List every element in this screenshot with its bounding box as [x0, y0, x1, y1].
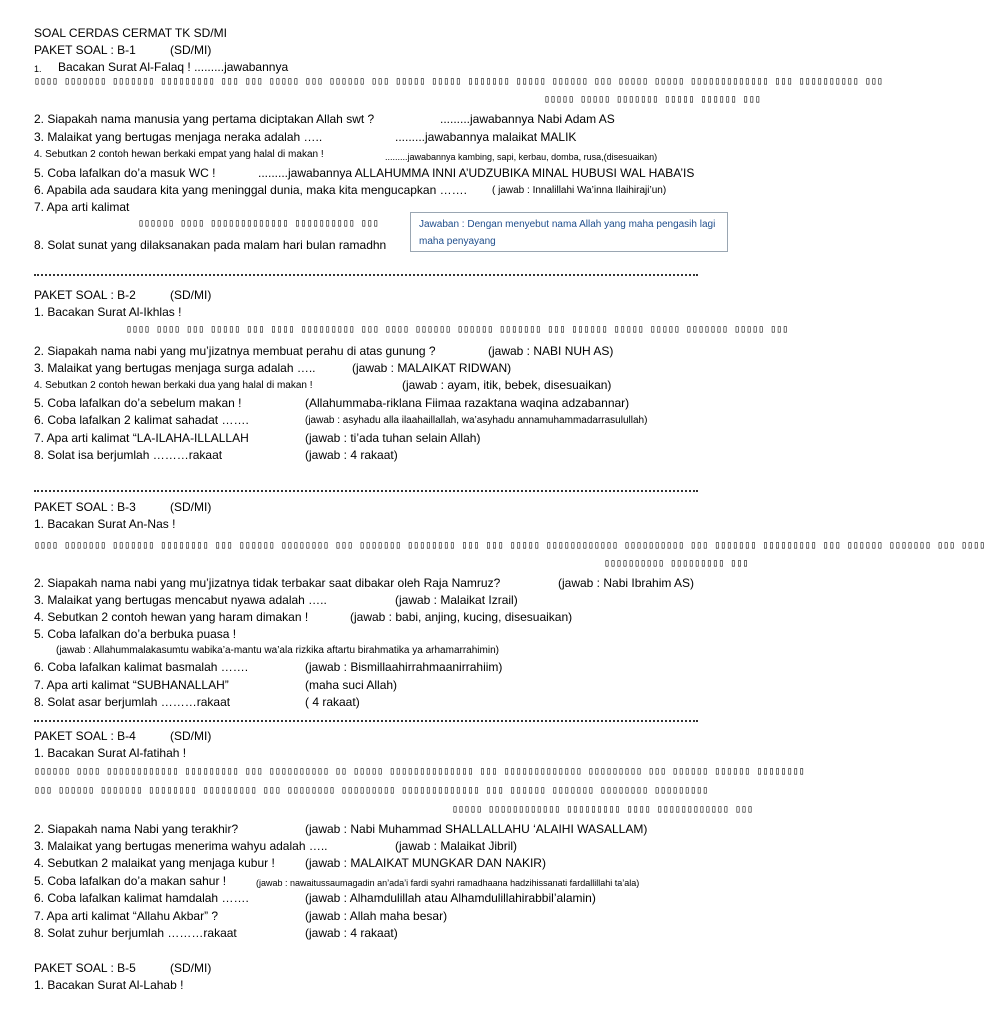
paket-b3-heading: PAKET SOAL : B-3 — [34, 500, 136, 514]
b1-q5: 5. Coba lafalkan do’a masuk WC ! — [34, 166, 216, 180]
b2-q4-answer: (jawab : ayam, itik, bebek, disesuaikan) — [402, 378, 612, 392]
b4-q1: 1. Bacakan Surat Al-fatihah ! — [34, 746, 187, 760]
b1-q4-answer: .........jawabannya kambing, sapi, kerbau, domba, rusa,(disesuaikan) — [385, 152, 658, 162]
b3-q6: 6. Coba lafalkan kalimat basmalah ……. — [34, 660, 249, 674]
b1-q6: 6. Apabila ada saudara kita yang meninggal dunia, maka kita mengucapkan ……. — [34, 183, 467, 197]
b1-q1-number: 1. — [34, 64, 42, 74]
b1-q5-answer: .........jawabannya ALLAHUMMA INNI A’UDZUBIKA MINAL HUBUSI WAL HABA’IS — [258, 166, 695, 180]
b2-q8-answer: (jawab : 4 rakaat) — [305, 448, 398, 462]
b2-q2-answer: (jawab : NABI NUH AS) — [488, 344, 614, 358]
b4-q6: 6. Coba lafalkan kalimat hamdalah ……. — [34, 891, 249, 905]
arabic-text-glyphs: ▯▯▯▯▯▯ ▯▯▯▯ ▯▯▯▯▯▯▯▯▯▯▯▯ ▯▯▯▯▯▯▯▯▯ ▯▯▯ ▯▯▯▯▯▯▯▯▯▯ ▯▯ ▯▯▯▯▯ ▯▯▯▯▯▯▯▯▯▯▯▯▯▯ ▯▯▯ ▯▯▯▯▯▯▯▯▯▯▯▯▯ ▯▯▯▯▯▯▯▯▯ ▯▯▯ ▯▯▯▯▯▯ ▯▯▯▯▯▯ ▯▯▯▯▯▯▯▯ — [34, 766, 805, 777]
paket-b1-level: (SD/MI) — [170, 43, 212, 57]
b3-q3-answer: (jawab : Malaikat Izrail) — [395, 593, 518, 607]
paket-b5-heading: PAKET SOAL : B-5 — [34, 961, 136, 975]
b2-q6-answer: (jawab : asyhadu alla ilaahaillallah, wa’asyhadu annamuhammadarrasulullah) — [305, 415, 648, 426]
b4-q5: 5. Coba lafalkan do’a makan sahur ! — [34, 874, 227, 888]
b3-q2: 2. Siapakah nama nabi yang mu’jizatnya tidak terbakar saat dibakar oleh Raja Namruz? — [34, 576, 501, 590]
paket-b5-level: (SD/MI) — [170, 961, 212, 975]
b3-q8-answer: ( 4 rakaat) — [305, 695, 360, 709]
b2-q1: 1. Bacakan Surat Al-Ikhlas ! — [34, 305, 182, 319]
b4-q4: 4. Sebutkan 2 malaikat yang menjaga kubur ! — [34, 856, 275, 870]
b3-q4-answer: (jawab : babi, anjing, kucing, disesuaikan) — [350, 610, 573, 624]
paket-b4-level: (SD/MI) — [170, 729, 212, 743]
arabic-text-glyphs: ▯▯▯▯▯ ▯▯▯▯▯▯▯▯▯▯▯▯ ▯▯▯▯▯▯▯▯▯ ▯▯▯▯ ▯▯▯▯▯▯▯▯▯▯▯▯ ▯▯▯ — [452, 804, 754, 815]
arabic-text-glyphs: ▯▯▯▯ ▯▯▯▯▯▯▯ ▯▯▯▯▯▯▯ ▯▯▯▯▯▯▯▯ ▯▯▯ ▯▯▯▯▯▯ ▯▯▯▯▯▯▯▯ ▯▯▯ ▯▯▯▯▯▯▯ ▯▯▯▯▯▯▯▯ ▯▯▯ ▯▯▯ ▯▯▯▯▯ ▯▯▯▯▯▯▯▯▯▯▯▯ ▯▯▯▯▯▯▯▯▯▯ ▯▯▯ ▯▯▯▯▯▯▯ ▯▯▯▯▯▯▯▯▯ ▯▯▯ ▯▯▯▯▯▯ ▯▯▯▯▯▯▯ ▯▯▯ ▯▯▯▯ — [34, 540, 985, 551]
b1-q4: 4. Sebutkan 2 contoh hewan berkaki empat yang halal di makan ! — [34, 149, 324, 160]
b4-q7-answer: (jawab : Allah maha besar) — [305, 909, 448, 923]
section-divider — [34, 714, 698, 722]
arabic-text-glyphs: ▯▯▯ ▯▯▯▯▯▯ ▯▯▯▯▯▯▯ ▯▯▯▯▯▯▯▯ ▯▯▯▯▯▯▯▯▯ ▯▯▯ ▯▯▯▯▯▯▯▯ ▯▯▯▯▯▯▯▯▯ ▯▯▯▯▯▯▯▯▯▯▯▯▯ ▯▯▯ ▯▯▯▯▯▯ ▯▯▯▯▯▯▯ ▯▯▯▯▯▯▯▯ ▯▯▯▯▯▯▯▯▯ — [34, 785, 709, 796]
b1-q3: 3. Malaikat yang bertugas menjaga neraka adalah ….. — [34, 130, 323, 144]
paket-b4-heading: PAKET SOAL : B-4 — [34, 729, 136, 743]
paket-b1-heading: PAKET SOAL : B-1 — [34, 43, 136, 57]
b5-q1: 1. Bacakan Surat Al-Lahab ! — [34, 978, 184, 992]
b3-q8: 8. Solat asar berjumlah ………rakaat — [34, 695, 231, 709]
b3-q5: 5. Coba lafalkan do’a berbuka puasa ! — [34, 627, 237, 641]
document-title: SOAL CERDAS CERMAT TK SD/MI — [34, 26, 227, 40]
paket-b3-level: (SD/MI) — [170, 500, 212, 514]
b1-q3-answer: .........jawabannya malaikat MALIK — [395, 130, 577, 144]
b4-q2: 2. Siapakah nama Nabi yang terakhir? — [34, 822, 239, 836]
b3-q7: 7. Apa arti kalimat “SUBHANALLAH” — [34, 678, 229, 692]
b4-q3: 3. Malaikat yang bertugas menerima wahyu adalah ….. — [34, 839, 328, 853]
b3-q5-answer: (jawab : Allahummalakasumtu wabika’a-mantu wa’ala rizkika aftartu birahmatika ya arhamarrahimin) — [56, 645, 499, 656]
arabic-text-glyphs: ▯▯▯▯▯▯▯▯▯▯ ▯▯▯▯▯▯▯▯▯ ▯▯▯ — [604, 558, 749, 569]
answer-note-box: Jawaban : Dengan menyebut nama Allah yang maha pengasih lagi maha penyayang — [410, 212, 728, 252]
b3-q6-answer: (jawab : Bismillaahirrahmaanirrahiim) — [305, 660, 503, 674]
b4-q6-answer: (jawab : Alhamdulillah atau Alhamdulillahirabbil’alamin) — [305, 891, 596, 905]
b4-q4-answer: (jawab : MALAIKAT MUNGKAR DAN NAKIR) — [305, 856, 546, 870]
b4-q2-answer: (jawab : Nabi Muhammad SHALLALLAHU ‘ALAIHI WASALLAM) — [305, 822, 648, 836]
paket-b2-heading: PAKET SOAL : B-2 — [34, 288, 136, 302]
b2-q8: 8. Solat isa berjumlah ………rakaat — [34, 448, 223, 462]
b2-q5: 5. Coba lafalkan do’a sebelum makan ! — [34, 396, 242, 410]
b1-q7: 7. Apa arti kalimat — [34, 200, 130, 214]
b1-q1: Bacakan Surat Al-Falaq ! .........jawabannya — [58, 60, 289, 74]
b2-q3: 3. Malaikat yang bertugas menjaga surga adalah ….. — [34, 361, 316, 375]
paket-b2-level: (SD/MI) — [170, 288, 212, 302]
b1-q2-answer: .........jawabannya Nabi Adam AS — [440, 112, 615, 126]
arabic-text-glyphs: ▯▯▯▯▯ ▯▯▯▯▯ ▯▯▯▯▯▯▯ ▯▯▯▯▯ ▯▯▯▯▯▯ ▯▯▯ — [544, 94, 761, 105]
b1-q6-answer: ( jawab : Innalillahi Wa’inna Ilaihiraji’un) — [492, 185, 667, 196]
b4-q5-answer: (jawab : nawaitussaumagadin an’ada’i fardi syahri ramadhaana hadzihissanati fardallillahi ta’ala) — [256, 878, 640, 888]
section-divider — [34, 484, 698, 492]
b4-q7: 7. Apa arti kalimat “Allahu Akbar” ? — [34, 909, 219, 923]
b2-q4: 4. Sebutkan 2 contoh hewan berkaki dua yang halal di makan ! — [34, 380, 313, 391]
arabic-text-glyphs: ▯▯▯▯▯▯ ▯▯▯▯ ▯▯▯▯▯▯▯▯▯▯▯▯▯ ▯▯▯▯▯▯▯▯▯▯ ▯▯▯ — [138, 218, 379, 229]
b4-q8-answer: (jawab : 4 rakaat) — [305, 926, 398, 940]
b4-q8: 8. Solat zuhur berjumlah ………rakaat — [34, 926, 237, 940]
b2-q7: 7. Apa arti kalimat “LA-ILAHA-ILLALLAH — [34, 431, 249, 445]
b3-q4: 4. Sebutkan 2 contoh hewan yang haram dimakan ! — [34, 610, 309, 624]
b3-q1: 1. Bacakan Surat An-Nas ! — [34, 517, 176, 531]
b3-q2-answer: (jawab : Nabi Ibrahim AS) — [558, 576, 695, 590]
b3-q7-answer: (maha suci Allah) — [305, 678, 398, 692]
b2-q3-answer: (jawab : MALAIKAT RIDWAN) — [352, 361, 512, 375]
b2-q5-answer: (Allahummaba-riklana Fiimaa razaktana waqina adzabannar) — [305, 396, 630, 410]
b2-q2: 2. Siapakah nama nabi yang mu’jizatnya membuat perahu di atas gunung ? — [34, 344, 436, 358]
b1-q2: 2. Siapakah nama manusia yang pertama diciptakan Allah swt ? — [34, 112, 375, 126]
b1-q8: 8. Solat sunat yang dilaksanakan pada malam hari bulan ramadhn — [34, 238, 387, 252]
b2-q7-answer: (jawab : ti’ada tuhan selain Allah) — [305, 431, 481, 445]
arabic-text-glyphs: ▯▯▯▯ ▯▯▯▯▯▯▯ ▯▯▯▯▯▯▯ ▯▯▯▯▯▯▯▯▯ ▯▯▯ ▯▯▯ ▯▯▯▯▯ ▯▯▯ ▯▯▯▯▯▯ ▯▯▯ ▯▯▯▯▯ ▯▯▯▯▯ ▯▯▯▯▯▯▯ ▯▯▯▯▯ ▯▯▯▯▯▯ ▯▯▯ ▯▯▯▯▯ ▯▯▯▯▯ ▯▯▯▯▯▯▯▯▯▯▯▯▯ ▯▯▯ ▯▯▯▯▯▯▯▯▯▯ ▯▯▯ — [34, 76, 883, 87]
b3-q3: 3. Malaikat yang bertugas mencabut nyawa adalah ….. — [34, 593, 327, 607]
b4-q3-answer: (jawab : Malaikat Jibril) — [395, 839, 518, 853]
section-divider — [34, 268, 698, 276]
arabic-text-glyphs: ▯▯▯▯ ▯▯▯▯ ▯▯▯ ▯▯▯▯▯ ▯▯▯ ▯▯▯▯ ▯▯▯▯▯▯▯▯▯ ▯▯▯ ▯▯▯▯ ▯▯▯▯▯▯ ▯▯▯▯▯▯ ▯▯▯▯▯▯▯ ▯▯▯ ▯▯▯▯▯▯ ▯▯▯▯▯ ▯▯▯▯▯ ▯▯▯▯▯▯▯ ▯▯▯▯▯ ▯▯▯ — [126, 324, 789, 335]
b2-q6: 6. Coba lafalkan 2 kalimat sahadat ……. — [34, 413, 249, 427]
